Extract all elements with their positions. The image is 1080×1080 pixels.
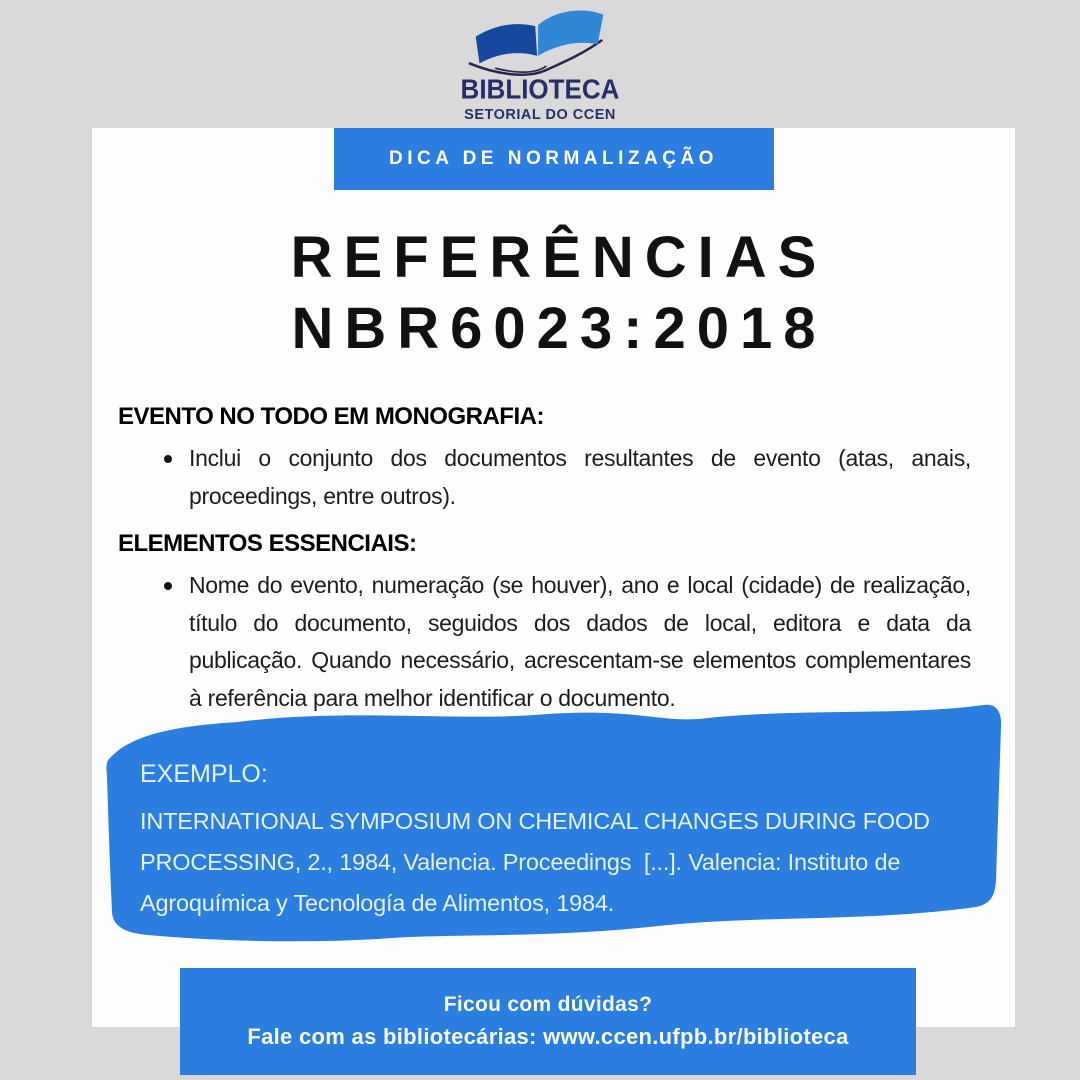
bullet-dot: [164, 455, 172, 463]
bullet-text: Inclui o conjunto dos documentos resultantes de evento (atas, anais, proceedings, entre outros).: [189, 445, 971, 509]
example-reference: INTERNATIONAL SYMPOSIUM ON CHEMICAL CHANGES DURING FOOD PROCESSING, 2., 1984, Valencia. Proceedings [...]. Valencia: Instituto de Agroquímica y Tecnología de Alimentos, 1984.: [140, 808, 937, 916]
logo-subtitle: SETORIAL DO CCEN: [464, 107, 616, 123]
tip-banner: [334, 128, 774, 190]
library-logo: [0, 5, 1080, 123]
example-label: EXEMPLO:: [140, 760, 268, 788]
open-book-icon: [464, 5, 616, 77]
section-heading: ELEMENTOS ESSENCIAIS:: [118, 530, 417, 557]
example-text: [140, 760, 970, 924]
footer-banner: [180, 968, 916, 1075]
footer-contact-url: Fale com as bibliotecárias: www.ccen.ufpb.br/biblioteca: [247, 1024, 849, 1049]
bullet-text: Nome do evento, numeração (se houver), ano e local (cidade) de realização, título do documento, seguidos dos dados de local, editora e data da publicação. Quando necessário, acrescentam-se elementos complementares à referência para melhor identificar o documento.: [189, 572, 971, 711]
tip-banner-label: DICA DE NORMALIZAÇÃO: [389, 148, 718, 169]
example-highlight: [98, 698, 1003, 953]
page-title-line1: REFERÊNCIAS: [290, 225, 828, 290]
content-card: [92, 128, 1015, 1027]
footer-question: Ficou com dúvidas?: [443, 993, 653, 1016]
list-item: [164, 440, 971, 515]
section-elementos-essenciais: [118, 529, 971, 717]
section-evento-no-todo: [118, 402, 971, 515]
list-item: [164, 567, 971, 717]
section-heading: EVENTO NO TODO EM MONOGRAFIA:: [118, 403, 544, 430]
bullet-dot: [164, 582, 172, 590]
logo-title: BIBLIOTECA: [460, 72, 620, 106]
page-title-line2: NBR6023:2018: [291, 296, 827, 361]
